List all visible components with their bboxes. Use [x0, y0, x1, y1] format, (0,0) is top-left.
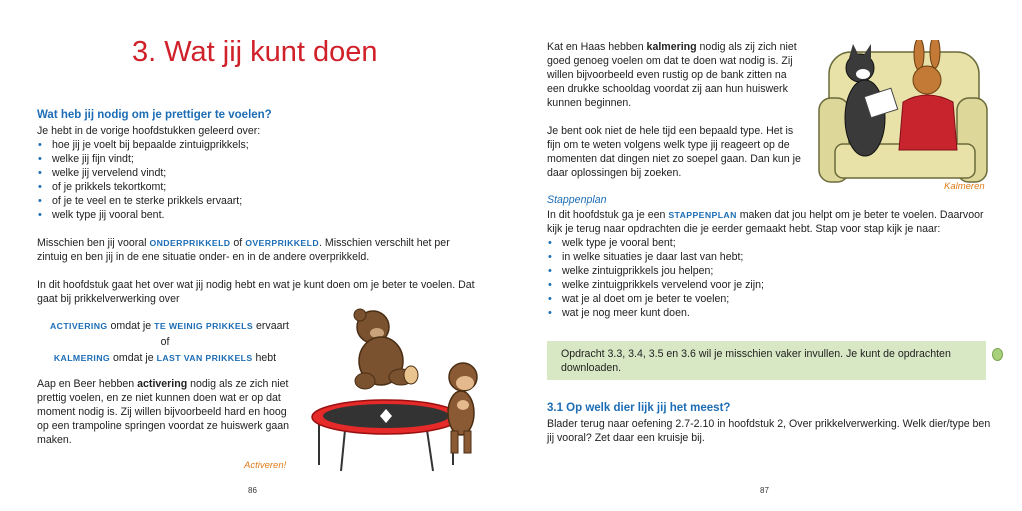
trampoline-illustration: [305, 305, 495, 475]
bold-kalmering: kalmering: [646, 41, 697, 53]
keyword-onderprikkeld: ONDERPRIKKELD: [149, 238, 231, 248]
text-run: of: [230, 237, 246, 249]
text-run: Kat en Haas hebben: [547, 41, 647, 53]
subheading-stappenplan: Stappenplan: [547, 194, 607, 206]
list-item: • of je prikkels tekortkomt;: [37, 180, 249, 194]
download-icon[interactable]: [992, 348, 1003, 361]
keyword-stappenplan: STAPPENPLAN: [668, 210, 737, 220]
keyword-overprikkeld: OVERPRIKKELD: [245, 238, 320, 248]
intro-text: [37, 124, 477, 138]
learned-list: [37, 138, 249, 222]
paragraph-chapter-text: In dit hoofdstuk gaat het over wat jij nodig hebt en wat je kunt doen om je beter te voelen. Dat gaat bij prikkelverwerking over: [37, 279, 475, 305]
intro-line: Je hebt in de vorige hoofdstukken geleerd over:: [37, 125, 261, 137]
list-item: • welk type jij vooral bent.: [37, 208, 249, 222]
text-run: ervaart: [253, 320, 289, 332]
paragraph-type: [547, 124, 805, 180]
list-item: • of je te veel en te sterke prikkels ervaart;: [37, 194, 249, 208]
paragraph-blader: [547, 417, 992, 445]
paragraph-chapter: [37, 278, 477, 306]
keyword-activering: ACTIVERING: [50, 321, 108, 331]
text-run: Misschien ben jij vooral: [37, 237, 150, 249]
list-item: • in welke situaties je daar last van hebt;: [547, 250, 764, 264]
list-item: • welk type je vooral bent;: [547, 236, 764, 250]
chapter-title: 3. Wat jij kunt doen: [132, 36, 378, 68]
keyword-kalmering: KALMERING: [53, 353, 111, 363]
section-heading-3-1: 3.1 Op welk dier lijk jij het meest?: [547, 402, 731, 414]
list-item: • welke zintuigprikkels vervelend voor je zijn;: [547, 278, 764, 292]
paragraph-stappenplan: [547, 208, 992, 236]
assignment-box: [547, 341, 986, 380]
or-line: of: [160, 336, 170, 348]
list-item: • wat je al doet om je beter te voelen;: [547, 292, 764, 306]
page-number: 87: [760, 486, 769, 495]
bold-activering: activering: [137, 378, 188, 390]
text-run: . Misschien verschilt het per zintuig en ben jij in de ene situatie onder- en in de andere overprikkeld.: [37, 237, 450, 263]
list-item: • welke jij fijn vindt;: [37, 152, 249, 166]
couch-illustration: [815, 40, 990, 190]
activering-kalmering-block: [50, 318, 289, 366]
bear-figure: [354, 309, 418, 389]
list-item: • hoe jij je voelt bij bepaalde zintuigprikkels;: [37, 138, 249, 152]
text-run: In dit hoofdstuk ga je een: [547, 209, 669, 221]
paragraph-kat-haas: [547, 40, 805, 110]
list-item: • wat je nog meer kunt doen.: [547, 306, 764, 320]
page-number: 86: [248, 486, 257, 495]
section-heading: Wat heb jij nodig om je prettiger te voelen?: [37, 109, 272, 121]
list-item: • welke jij vervelend vindt;: [37, 166, 249, 180]
kalmering-line: [50, 350, 280, 366]
text-run: hebt: [252, 352, 277, 364]
monkey-figure: [448, 363, 477, 453]
trampoline: [312, 400, 460, 471]
list-item: • welke zintuigprikkels jou helpen;: [547, 264, 764, 278]
keyword-last-van-prikkels: LAST VAN PRIKKELS: [156, 353, 253, 363]
paragraph-blader-text: Blader terug naar oefening 2.7-2.10 in hoofdstuk 2, Over prikkelverwerking. Welk dier/type ben jij vooral? Zet daar een kruisje bij.: [547, 418, 991, 444]
activering-line: [50, 318, 289, 334]
assignment-text: Opdracht 3.3, 3.4, 3.5 en 3.6 wil je misschien vaker invullen. Je kunt de opdrachten downloaden.: [561, 348, 951, 374]
paragraph-aap-beer: [37, 377, 299, 447]
keyword-te-weinig-prikkels: TE WEINIG PRIKKELS: [154, 321, 254, 331]
text-run: omdat je: [107, 320, 155, 332]
caption-activeren: Activeren!: [244, 460, 287, 471]
caption-kalmeren: Kalmeren: [944, 181, 985, 192]
text-run: nodig als zij zich niet goed genoeg voelen om dat te doen wat nodig is. Zij willen bijvoorbeeld even rustig op de bank zitten na een drukke schooldag voordat zij aan hun huiswerk kunnen beginnen.: [547, 41, 797, 109]
text-run: omdat je: [110, 352, 157, 364]
text-run: Aap en Beer hebben: [37, 378, 138, 390]
paragraph-type-text: Je bent ook niet de hele tijd een bepaald type. Het is fijn om te weten volgens welk type jij reageert op de momenten dat dingen niet zo soepel gaan. Dan kun je daar oplossingen bij zoeken.: [547, 125, 801, 179]
text-run: nodig als ze zich niet prettig voelen, en ze niet kunnen doen wat er op dat moment nodig is. Zij willen bijvoorbeeld hard en hoog op een trampoline springen voordat ze huiswerk gaan maken.: [37, 378, 290, 446]
text-run: maken dat jou helpt om je beter te voelen. Daarvoor kijk je terug naar opdrachten die je eerder gemaakt hebt. Stap voor stap kijk je naar:: [547, 209, 984, 235]
steps-list: [547, 236, 764, 320]
paragraph-prikkels: [37, 236, 477, 264]
